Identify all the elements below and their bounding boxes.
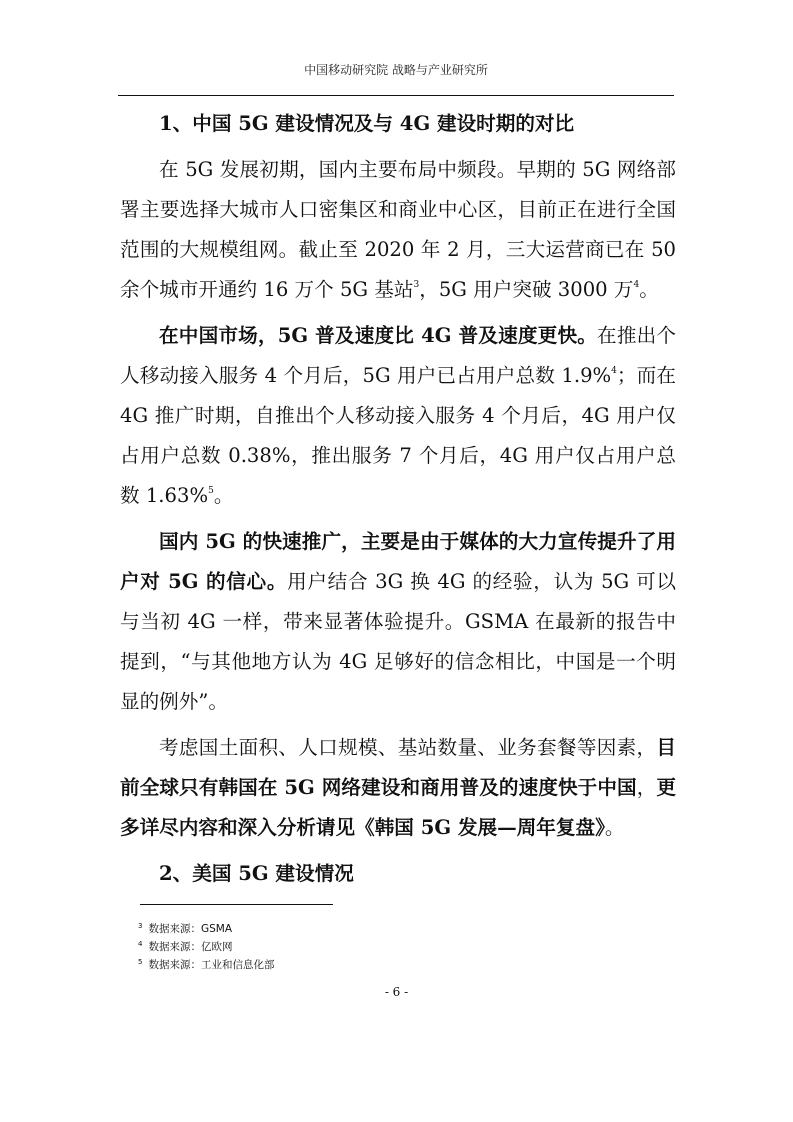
page-number: - 6 - <box>384 985 409 999</box>
running-header: 中国移动研究院 战略与产业研究所 <box>304 63 488 77</box>
paragraph-4-text-3: 。 <box>604 816 625 839</box>
paragraph-3-emphasis: 国内 5G 的快速推广，主要是由于媒体的大力宣传提升了用户对 5G 的信心。 <box>120 530 676 593</box>
paragraph-1-text-2: ，5G 用户突破 3000 万 <box>419 278 634 301</box>
footnote-rule <box>140 904 333 905</box>
footnote-number: 4 <box>138 940 143 948</box>
paragraph-1 <box>120 150 676 310</box>
footnote-ref[interactable]: 4 <box>633 280 640 290</box>
section-heading-1: 1、中国 5G 建设情况及与 4G 建设时期的对比 <box>159 112 575 135</box>
paragraph-2-text-2: ；而在 4G 推广时期，自推出个人移动接入服务 4 个月后，4G 用户仅占用户总数 0.38%，推出服务 7 个月后，4G 用户仅占用户总数 1.63% <box>120 364 677 507</box>
footnote-number: 5 <box>138 958 143 966</box>
footnotes <box>138 920 274 974</box>
paragraph-4-text-2: ， <box>636 776 657 799</box>
footnote-text: 数据来源：GSMA <box>148 923 233 935</box>
paragraph-4-emphasis-2: 更多详尽内容和深入分析请见《韩国 5G 发展—周年复盘》 <box>120 776 677 839</box>
paragraph-4 <box>120 728 676 848</box>
footnote-text: 数据来源：亿欧网 <box>148 941 233 953</box>
paragraph-2-text-3: 。 <box>213 484 234 507</box>
paragraph-3-text: 用户结合 3G 换 4G 的经验，认为 5G 可以与当初 4G 一样，带来显著体验提升。GSMA 在最新的报告中提到，“与其他地方认为 4G 足够好的信念相比，中国是一个明显的例外”。 <box>120 570 676 713</box>
footnote-ref[interactable]: 3 <box>413 280 420 290</box>
footnote-item <box>138 938 274 956</box>
paragraph-2 <box>120 316 676 516</box>
document-body <box>120 104 676 900</box>
paragraph-4-text: 考虑国土面积、人口规模、基站数量、业务套餐等因素， <box>159 736 657 759</box>
section-heading-2: 2、美国 5G 建设情况 <box>159 862 354 885</box>
footnote-item <box>138 956 274 974</box>
header-rule <box>118 95 674 96</box>
paragraph-1-text: 在 5G 发展初期，国内主要布局中频段。早期的 5G 网络部署主要选择大城市人口密集区和商业中心区，目前正在进行全国范围的大规模组网。截止至 2020 年 2 月，三大运营商已在 50 余个城市开通约 16 万个 5G 基站 <box>120 158 676 301</box>
footnote-number: 3 <box>138 922 143 930</box>
footnote-item <box>138 920 274 938</box>
paragraph-2-emphasis: 在中国市场，5G 普及速度比 4G 普及速度更快。 <box>159 324 598 347</box>
footnote-ref[interactable]: 5 <box>208 486 214 496</box>
footnote-text: 数据来源：工业和信息化部 <box>148 959 275 971</box>
paragraph-2-text: 在推出个人移动接入服务 4 个月后，5G 用户已占用户总数 1.9% <box>120 324 676 387</box>
paragraph-3 <box>120 522 676 722</box>
paragraph-4-emphasis: 目前全球只有韩国在 5G 网络建设和商用普及的速度快于中国 <box>120 736 676 799</box>
paragraph-1-text-3: 。 <box>639 278 659 301</box>
footnote-ref[interactable]: 4 <box>611 366 617 376</box>
